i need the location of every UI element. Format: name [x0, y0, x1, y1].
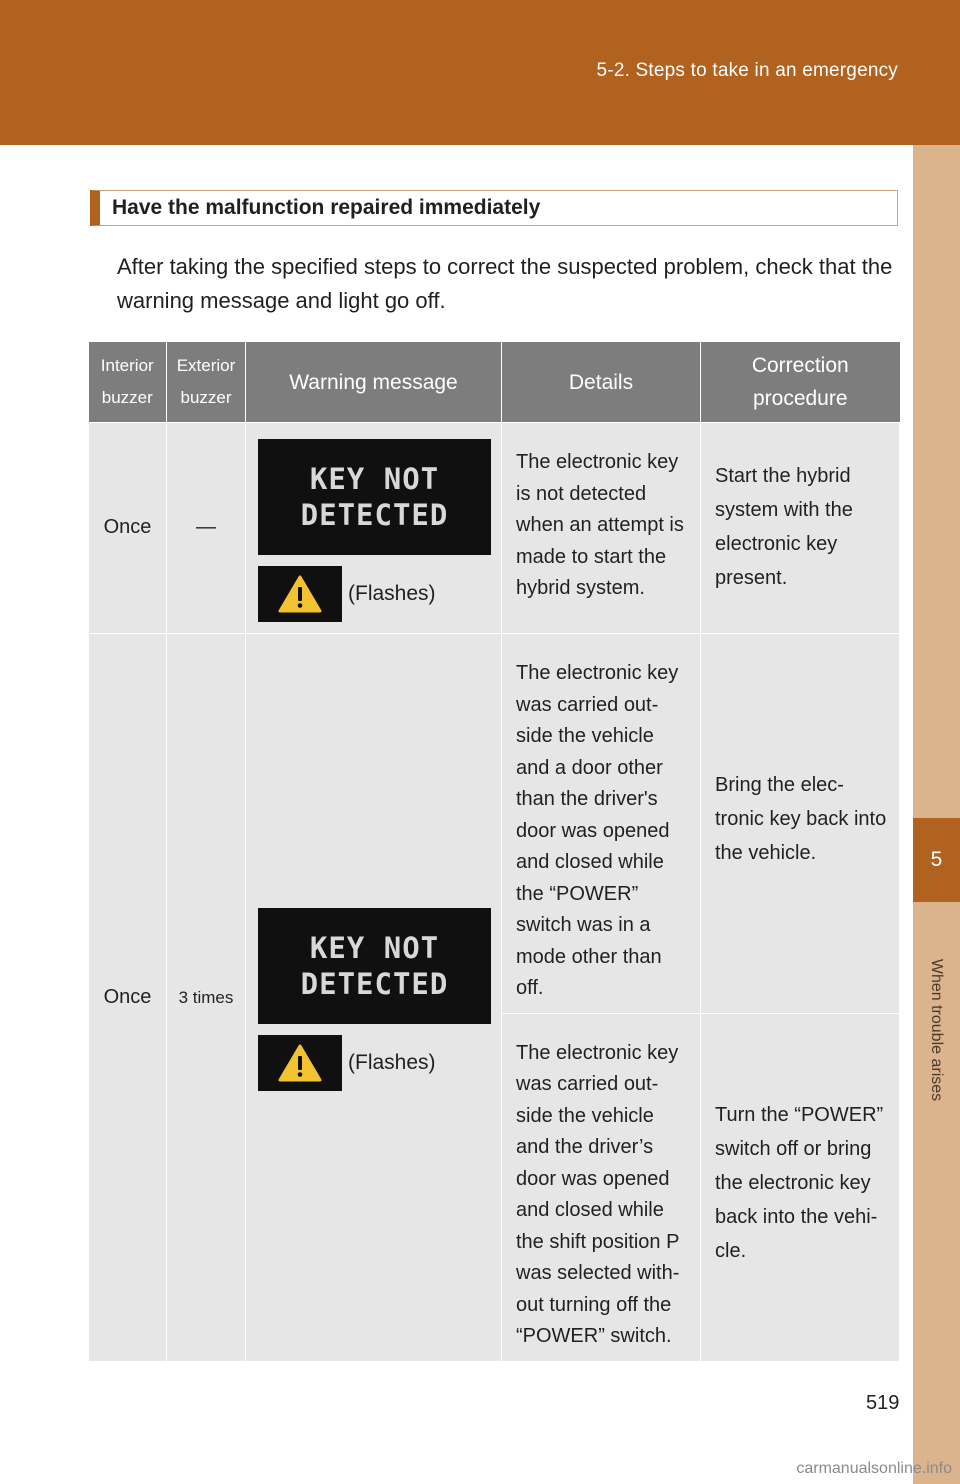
flashes-label: (Flashes) — [348, 1051, 436, 1074]
display-line: KEY NOT — [309, 461, 440, 496]
warning-indicator — [258, 1035, 491, 1091]
warning-triangle-icon — [278, 1043, 322, 1083]
exterior-buzzer-cell: 3 times — [167, 634, 246, 1362]
header-warning-message: Warning message — [246, 342, 502, 423]
intro-paragraph: After taking the specified steps to correct the suspected problem, check that the warning message and light go off. — [117, 254, 893, 313]
warning-message-cell — [246, 634, 502, 1362]
warning-light — [258, 1035, 342, 1091]
table-row — [89, 634, 900, 1014]
table-row — [89, 423, 900, 634]
header-band — [0, 0, 960, 145]
interior-buzzer-cell: Once — [89, 634, 167, 1362]
section-title: 5-2. Steps to take in an emergency — [596, 60, 898, 81]
header-exterior-buzzer: Exterior buzzer — [167, 342, 246, 423]
interior-buzzer-cell: Once — [89, 423, 167, 634]
warning-message-cell — [246, 423, 502, 634]
chapter-title-tab — [913, 915, 960, 1145]
section-heading: Have the malfunction repaired immediately — [90, 190, 898, 226]
correction-cell: Turn the “POWER” switch off or bring the electronic key back into the vehi-cle. — [701, 1013, 900, 1361]
table-header-row — [89, 342, 900, 423]
warning-light — [258, 566, 342, 622]
chapter-title: When trouble arises — [928, 958, 946, 1102]
chapter-number-tab[interactable]: 5 — [913, 818, 960, 902]
header-details: Details — [502, 342, 701, 423]
exterior-buzzer-cell: — — [167, 423, 246, 634]
chapter-side-tab — [913, 145, 960, 1484]
details-cell: The electronic key was carried out-side the vehicle and a door other than the driver's door was opened and closed while the “POWER” switch was in a mode other than off. — [502, 634, 701, 1014]
header-correction: Correction procedure — [701, 342, 900, 423]
watermark: carmanualsonline.info — [796, 1460, 952, 1477]
flashes-label: (Flashes) — [348, 581, 436, 605]
key-not-detected-display — [258, 908, 491, 1024]
display-line: DETECTED — [300, 497, 449, 532]
warning-indicator — [258, 566, 491, 622]
details-cell: The electronic key was carried out-side the vehicle and the driver’s door was opened and closed while the shift position P was selected with-out turning off the “POWER” switch. — [502, 1013, 701, 1361]
display-line: DETECTED — [300, 966, 449, 1001]
key-not-detected-display — [258, 439, 491, 555]
correction-cell: Start the hybrid system with the electronic key present. — [701, 423, 900, 634]
header-interior-buzzer: Interior buzzer — [89, 342, 167, 423]
correction-cell: Bring the elec-tronic key back into the vehicle. — [701, 634, 900, 1014]
display-line: KEY NOT — [309, 930, 440, 965]
warning-triangle-icon — [278, 574, 322, 614]
details-cell: The electronic key is not detected when an attempt is made to start the hybrid system. — [502, 423, 701, 634]
page-number: 519 — [866, 1392, 900, 1414]
warning-table — [88, 342, 900, 1362]
